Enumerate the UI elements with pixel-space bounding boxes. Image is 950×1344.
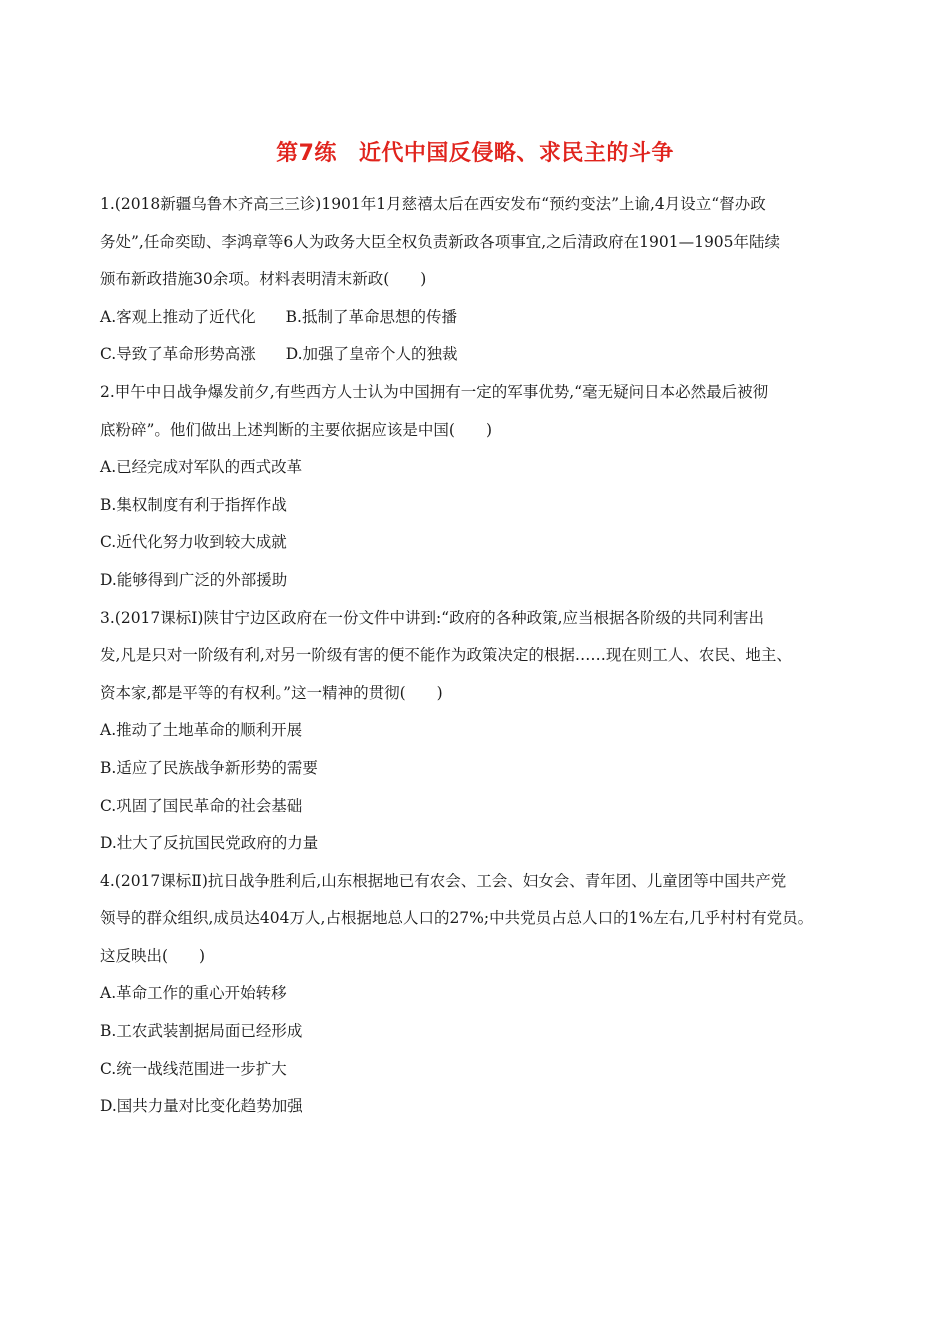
question-1: [100, 186, 870, 374]
option-a: A.客观上推动了近代化: [100, 307, 256, 326]
question-3: [100, 600, 870, 863]
option-a: A.已经完成对军队的西式改革: [100, 458, 303, 477]
option-d: D.能够得到广泛的外部援助: [100, 570, 288, 589]
option-c: C.导致了革命形势高涨: [100, 345, 256, 364]
option-a: A.革命工作的重心开始转移: [100, 984, 287, 1003]
option-b: B.工农武装割据局面已经形成: [100, 1022, 303, 1041]
question-stem-line: 4.(2017课标Ⅱ)抗日战争胜利后,山东根据地已有农会、工会、妇女会、青年团、儿童团等中国共产党: [100, 871, 787, 890]
option-row: [100, 299, 870, 337]
option-d: D.国共力量对比变化趋势加强: [100, 1097, 303, 1116]
option-b: B.适应了民族战争新形势的需要: [100, 758, 318, 777]
option-d: D.壮大了反抗国民党政府的力量: [100, 834, 319, 853]
question-stem-line: 这反映出( ): [100, 946, 206, 965]
title-prefix: 第7练: [276, 141, 337, 166]
option-c: C.巩固了国民革命的社会基础: [100, 796, 303, 815]
option-b: B.集权制度有利于指挥作战: [100, 495, 287, 514]
option-b: B.抵制了革命思想的传播: [285, 307, 457, 326]
question-stem-line: 务处”,任命奕劻、李鸿章等6人为政务大臣全权负责新政各项事宜,之后清政府在1901—1905年陆续: [100, 232, 781, 251]
question-stem-line: 底粉碎”。他们做出上述判断的主要依据应该是中国( ): [100, 420, 493, 439]
option-c: C.近代化努力收到较大成就: [100, 533, 287, 552]
option-c: C.统一战线范围进一步扩大: [100, 1059, 287, 1078]
question-2: [100, 374, 870, 600]
question-stem-line: 3.(2017课标Ⅰ)陕甘宁边区政府在一份文件中讲到:“政府的各种政策,应当根据各阶级的共同利害出: [100, 608, 765, 627]
option-row: [100, 336, 870, 374]
question-stem-line: 颁布新政措施30余项。材料表明清末新政( ): [100, 270, 427, 289]
title-main: 近代中国反侵略、求民主的斗争: [358, 141, 674, 166]
question-stem-line: 领导的群众组织,成员达404万人,占根据地总人口的27%;中共党员占总人口的1%左右,几乎村村有党员。: [100, 909, 814, 928]
option-a: A.推动了土地革命的顺利开展: [100, 721, 303, 740]
question-stem-line: 1.(2018新疆乌鲁木齐高三三诊)1901年1月慈禧太后在西安发布“预约变法”上谕,4月设立“督办政: [100, 195, 766, 213]
question-list: [100, 186, 870, 1126]
question-stem-line: 资本家,都是平等的有权利。”这一精神的贯彻( ): [100, 683, 443, 702]
option-d: D.加强了皇帝个人的独裁: [285, 345, 458, 364]
question-stem-line: 发,凡是只对一阶级有利,对另一阶级有害的便不能作为政策决定的根据……现在则工人、农民、地主、: [100, 646, 792, 665]
question-4: [100, 863, 870, 1126]
question-stem-line: 2.甲午中日战争爆发前夕,有些西方人士认为中国拥有一定的军事优势,“毫无疑问日本必然最后被彻: [100, 382, 769, 401]
page-title: [0, 136, 950, 167]
